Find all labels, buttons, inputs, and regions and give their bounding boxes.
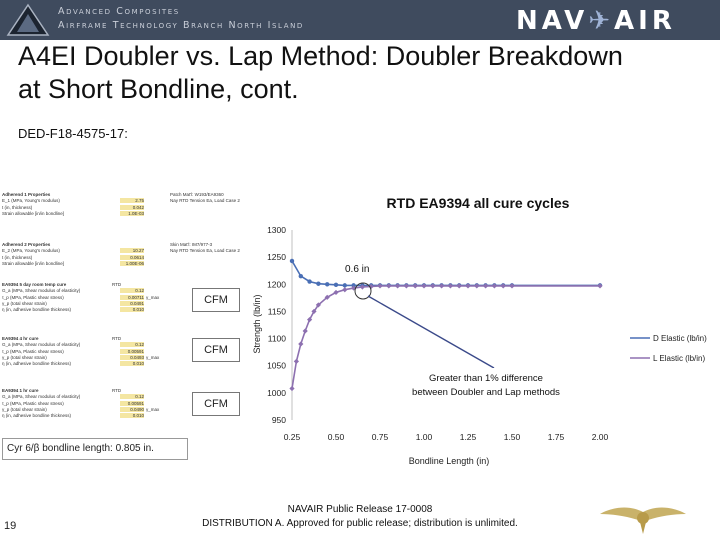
- adhesive-tag: RTD: [112, 282, 122, 287]
- adh-row-label: G_a (MPa, Shear modulus of elasticity): [2, 394, 81, 400]
- data-point-l-elastic: [294, 359, 299, 364]
- data-point-l-elastic: [413, 283, 418, 288]
- data-point-l-elastic: [465, 283, 470, 288]
- adh-row-label: G_a (MPa, Shear modulus of elasticity): [2, 342, 81, 348]
- x-tick-label: 0.50: [327, 432, 345, 442]
- header-line-2: Airframe Technology Branch North Island: [58, 20, 304, 31]
- data-point-l-elastic: [448, 283, 453, 288]
- annotation-difference-line1: Greater than 1% difference: [429, 373, 543, 384]
- a1-row-value: 0.042: [120, 205, 144, 210]
- adh-row-value: 0.00591: [120, 401, 144, 406]
- annotation-0-6-in: 0.6 in: [345, 264, 370, 275]
- a2-row-label: E_2 (MPa, Young's modulus): [2, 248, 60, 254]
- adh-extra: γ_max: [146, 354, 160, 360]
- data-point-l-elastic: [289, 386, 294, 391]
- adherend2-note1: Skin Mat'l: IM7/977-3: [170, 242, 213, 247]
- composites-logo-icon: [4, 2, 52, 38]
- adh-row-value: 0.12: [120, 394, 144, 399]
- data-point-d-elastic: [307, 279, 311, 283]
- strength-chart: [250, 188, 720, 488]
- a2-row-label: Strain allowable [in/in bondline]: [2, 260, 65, 266]
- data-point-l-elastic: [303, 328, 308, 333]
- a2-row-value: 1.00E-06: [120, 261, 144, 266]
- adherend1-note2: Nay RTD Tension Ea, Load Case 2: [170, 198, 240, 204]
- adherend1-table: [2, 192, 264, 217]
- doc-id: DED-F18-4575-17:: [18, 126, 128, 141]
- data-point-l-elastic: [483, 283, 488, 288]
- adh-row-label: τ_p (MPa, Plastic shear stress): [2, 400, 64, 406]
- legend: [630, 334, 707, 363]
- adh-row-label: γ_p (total shear strain): [2, 354, 47, 360]
- header-bar: [0, 0, 720, 40]
- adherend2-table: [2, 242, 264, 267]
- adhesive-title: EA9394 4 hr cure: [2, 336, 39, 341]
- legend-label: D Elastic (lb/in): [653, 334, 707, 343]
- data-point-l-elastic: [597, 283, 602, 288]
- x-tick-label: 2.00: [591, 432, 609, 442]
- data-point-l-elastic: [404, 283, 409, 288]
- x-axis: [284, 432, 609, 442]
- adh-row-value: 0.010: [120, 307, 144, 312]
- data-point-d-elastic: [343, 283, 347, 287]
- data-point-d-elastic: [299, 274, 303, 278]
- adhesive-title: EA9394 1 hr cure: [2, 388, 39, 393]
- x-axis-label: Bondline Length (in): [408, 456, 490, 466]
- data-point-l-elastic: [421, 283, 426, 288]
- adh-row-value: 0.12: [120, 288, 144, 293]
- a1-row-label: Strain allowable [in/in bondline]: [2, 210, 65, 216]
- adh-row-value: 0.010: [120, 361, 144, 366]
- data-point-l-elastic: [395, 283, 400, 288]
- y-tick-label: 1050: [267, 360, 286, 371]
- slide-title: A4EI Doubler vs. Lap Method: Doubler Breakdown at Short Bondline, cont.: [18, 41, 623, 104]
- a2-row-value: 0.0614: [120, 255, 144, 260]
- series-line-0: [292, 261, 600, 286]
- y-tick-label: 1150: [267, 306, 286, 317]
- y-tick-label: 1250: [267, 252, 286, 263]
- x-tick-label: 1.75: [547, 432, 565, 442]
- data-point-l-elastic: [386, 283, 391, 288]
- footer-line-1: NAVAIR Public Release 17-0008: [287, 504, 433, 515]
- data-point-l-elastic: [377, 283, 382, 288]
- adherend2-note2: Nay RTD Tension Ea, Load Case 2: [170, 248, 240, 254]
- adherend1-title: Adherend 1 Properties: [2, 192, 51, 197]
- adh-row-value: 0.0493: [120, 355, 144, 360]
- adh-extra: γ_max: [146, 294, 160, 300]
- adh-row-label: τ_p (MPa, Plastic shear stress): [2, 348, 64, 354]
- navair-logo: NAV✈AIR: [516, 6, 676, 36]
- header-line-1: Advanced Composites: [58, 6, 180, 17]
- y-axis-label: Strength (lb/in): [252, 294, 262, 354]
- chart-title: RTD EA9394 all cure cycles: [386, 195, 570, 211]
- data-point-d-elastic: [316, 282, 320, 286]
- adh-row-value: 0.00591: [120, 349, 144, 354]
- adh-row-label: G_a (MPa, Shear modulus of elasticity): [2, 288, 81, 294]
- adh-row-label: η (in, adhesive bondline thickness): [2, 307, 72, 313]
- data-point-l-elastic: [430, 283, 435, 288]
- y-tick-label: 950: [271, 415, 286, 425]
- y-tick-label: 1100: [267, 333, 286, 344]
- adhesive-tag: RTD: [112, 388, 122, 393]
- data-point-l-elastic: [298, 341, 303, 346]
- adhesive-tag: RTD: [112, 336, 122, 341]
- data-point-l-elastic: [439, 283, 444, 288]
- adh-extra: γ_max: [146, 406, 160, 412]
- data-point-l-elastic: [457, 283, 462, 288]
- footer-line-2: DISTRIBUTION A. Approved for public release; distribution is unlimited.: [202, 518, 518, 529]
- annotation-difference-line2: between Doubler and Lap methods: [412, 387, 560, 398]
- cyr-bondline-label: Cyr 6/β bondline length: 0.805 in.: [2, 438, 188, 460]
- cfm-button[interactable]: CFM: [192, 288, 240, 312]
- adh-row-label: γ_p (total shear strain): [2, 406, 47, 412]
- adh-row-value: 0.00711: [120, 295, 144, 300]
- x-tick-label: 1.00: [415, 432, 433, 442]
- a2-row-value: 10.27: [120, 248, 144, 253]
- adh-row-label: η (in, adhesive bondline thickness): [2, 361, 72, 367]
- a1-row-label: t (in, thickness): [2, 204, 33, 210]
- y-axis: [267, 225, 292, 425]
- page-number: 19: [4, 520, 17, 532]
- adh-row-label: η (in, adhesive bondline thickness): [2, 413, 72, 419]
- data-point-d-elastic: [325, 282, 329, 286]
- adh-row-value: 0.12: [120, 342, 144, 347]
- adh-row-value: 0.0490: [120, 407, 144, 412]
- data-point-l-elastic: [501, 283, 506, 288]
- data-point-l-elastic: [474, 283, 479, 288]
- x-tick-label: 0.75: [371, 432, 389, 442]
- adhesive-title: EA9394 5 day room temp cure: [2, 282, 67, 287]
- cfm-button[interactable]: CFM: [192, 338, 240, 362]
- a1-row-value: 1.0E-03: [120, 211, 144, 216]
- data-point-d-elastic: [334, 283, 338, 287]
- data-point-l-elastic: [509, 283, 514, 288]
- annotation-arrow: [368, 296, 494, 368]
- data-point-l-elastic: [342, 287, 347, 292]
- a1-row-label: E_1 (MPa, Young's modulus): [2, 198, 60, 204]
- adherend1-note1: Patch Mat'l: W193/EA9360: [170, 192, 224, 197]
- cfm-button[interactable]: CFM: [192, 392, 240, 416]
- adherend2-title: Adherend 2 Properties: [2, 242, 51, 247]
- y-tick-label: 1000: [267, 387, 286, 398]
- x-tick-label: 1.25: [459, 432, 477, 442]
- properties-panel: [2, 192, 264, 444]
- naval-aviator-wings-icon: [598, 498, 688, 538]
- a2-row-label: t (in, thickness): [2, 254, 33, 260]
- adh-row-label: τ_p (MPa, Plastic shear stress): [2, 294, 64, 300]
- x-tick-label: 1.50: [503, 432, 521, 442]
- adh-row-value: 0.010: [120, 413, 144, 418]
- data-point-d-elastic: [290, 259, 294, 263]
- adh-row-label: γ_p (total shear strain): [2, 300, 47, 306]
- x-tick-label: 0.25: [283, 432, 301, 442]
- a1-row-value: 2.75: [120, 198, 144, 203]
- adh-row-value: 0.0491: [120, 301, 144, 306]
- y-tick-label: 1300: [267, 225, 286, 235]
- data-point-l-elastic: [492, 283, 497, 288]
- y-tick-label: 1200: [267, 279, 286, 290]
- legend-label: L Elastic (lb/in): [653, 354, 706, 363]
